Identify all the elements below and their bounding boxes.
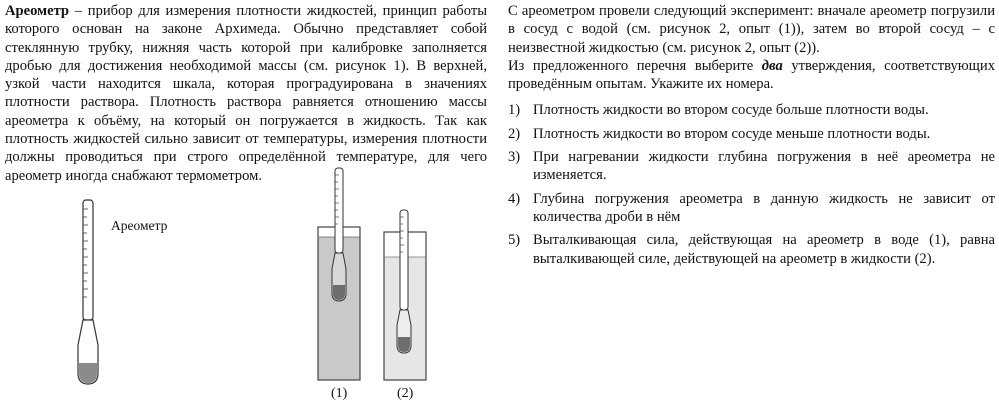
option-item — [508, 125, 995, 143]
experiment-intro: С ареометром провели следующий эксперимент: вначале ареометр погрузили в сосуд с водой (см. рисунок 2, опыт (1)), затем во второй сосуд – с неизвестной жидкостью (см. рисунок 2, опыт (2)). — [508, 3, 995, 56]
option-text: Плотность жидкости во втором сосуде больше плотности воды. — [533, 102, 929, 119]
caption-experiment-1: (1) — [331, 386, 348, 401]
option-number: 3) — [508, 149, 521, 166]
option-text: При нагревании жидкости глубина погружения в неё ареометра не изменяется. — [533, 149, 995, 184]
vessel-1 — [318, 168, 360, 380]
option-number: 2) — [508, 125, 521, 142]
option-item — [508, 231, 995, 268]
option-item — [508, 101, 995, 119]
option-item — [508, 148, 995, 185]
option-number: 4) — [508, 190, 521, 207]
description-paragraph — [5, 2, 487, 185]
option-number: 1) — [508, 102, 521, 119]
option-number: 5) — [508, 232, 521, 249]
experiment-figure — [310, 165, 450, 385]
option-item — [508, 190, 995, 227]
caption-experiment-2: (2) — [397, 386, 414, 401]
vessel-2 — [384, 210, 426, 380]
option-text: Плотность жидкости во втором сосуде меньше плотности воды. — [533, 125, 931, 142]
task-column — [508, 2, 995, 273]
task-instruction — [508, 57, 995, 94]
option-text: Глубина погружения ареометра в данную жидкость не зависит от количества дроби в нём — [533, 190, 995, 225]
description-text: – прибор для измерения плотности жидкостей, принцип работы которого основан на законе Архимеда. Обычно представляет собой стеклянную трубку, нижняя часть которой при калибровке заполняется дробью для достижения необходимой массы (см. рисунок 1). В верхней, узкой части находится шкала, которая проградуирована в значениях плотности раствора. Плотность раствора равняется отношению массы ареометра к объёму, на который он погружается в жидкость. Так как плотность жидкостей сильно зависит от температуры, измерения плотности должны проводиться при строго определённой температуре, для чего ареометр иногда снабжают термометром. — [5, 3, 487, 184]
answer-options — [508, 101, 995, 267]
option-text: Выталкивающая сила, действующая на ареометр в воде (1), равна выталкивающей силе, действующей на ареометр в жидкости (2). — [533, 232, 995, 267]
hydrometer-label: Ареометр — [111, 218, 168, 233]
task-text-end: утверждения, соответствующих проведённым опытам. Укажите их номера. — [508, 57, 996, 93]
task-text-start: Из предложенного перечня выберите — [508, 57, 762, 74]
task-emphasis: два — [761, 57, 783, 74]
term-hydrometer: Ареометр — [5, 3, 70, 19]
